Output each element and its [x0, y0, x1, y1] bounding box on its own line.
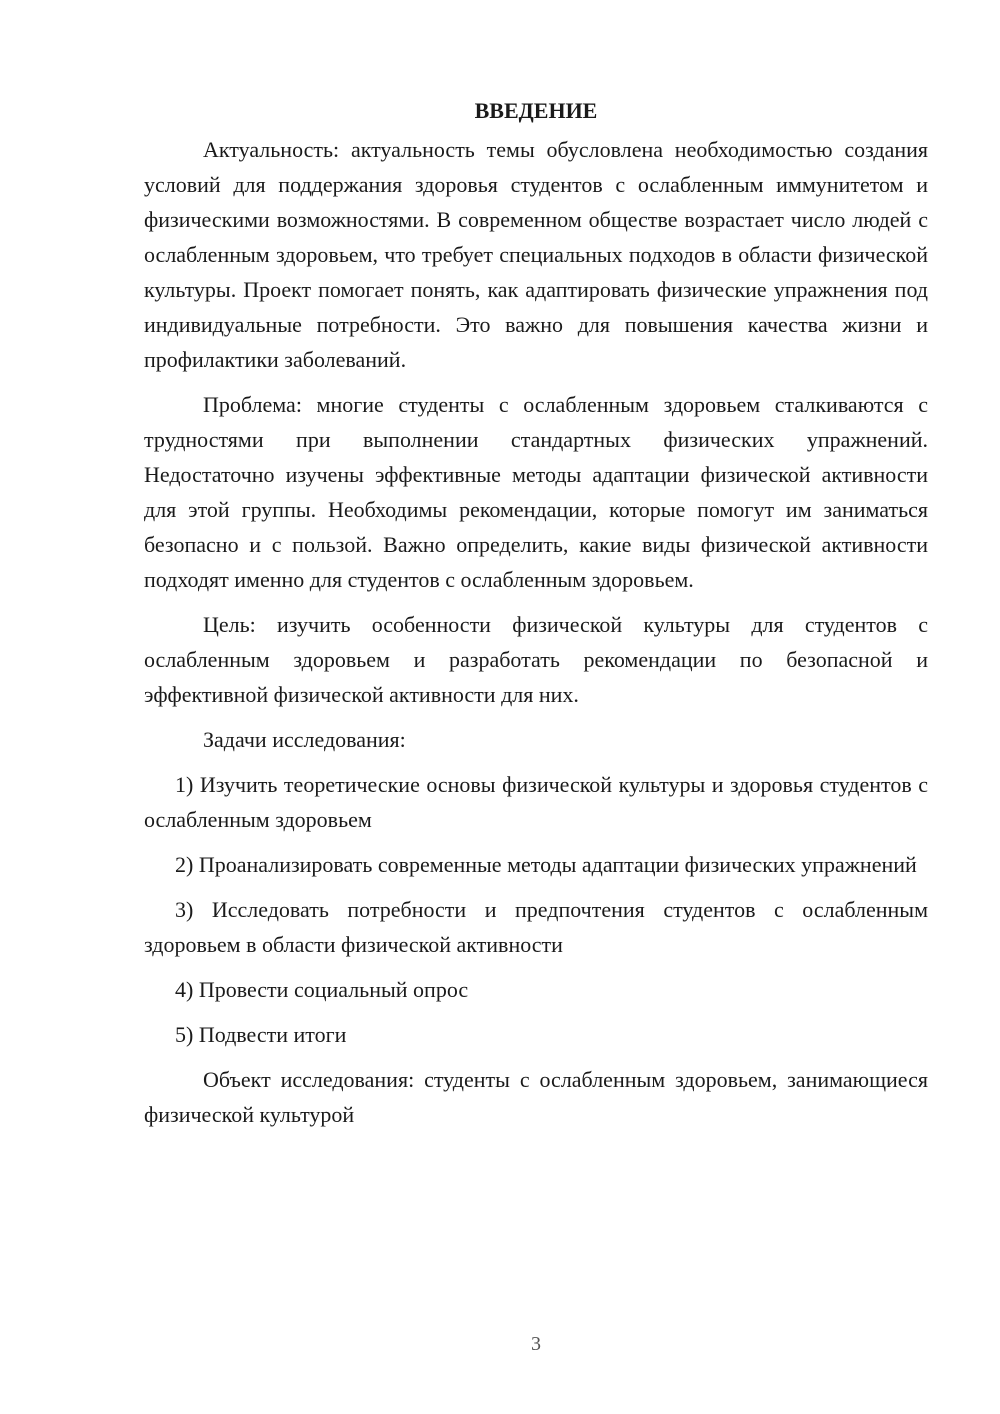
relevance-paragraph: Актуальность: актуальность темы обусловлена необходимостью создания условий для поддержания здоровья студентов с ослабленным иммунитетом и физическими возможностями. В современном обществе возрастает число людей с ослабленным здоровьем, что требует специальных подходов в области физической культуры. Проект помогает понять, как адаптировать физические упражнения под индивидуальные потребности. Это важно для повышения качества жизни и профилактики заболеваний. — [144, 137, 928, 372]
page-number: 3 — [531, 1333, 541, 1355]
task-item-4: 4) Провести социальный опрос — [175, 977, 469, 1002]
goal-paragraph: Цель: изучить особенности физической культуры для студентов с ослабленным здоровьем и разработать рекомендации по безопасной и эффективной физической активности для них. — [144, 612, 928, 707]
document-page — [144, 96, 928, 1142]
tasks-title: Задачи исследования: — [203, 727, 406, 752]
section-heading: ВВЕДЕНИЕ — [474, 98, 598, 123]
task-item-5: 5) Подвести итоги — [175, 1022, 347, 1047]
task-item-2: 2) Проанализировать современные методы адаптации физических упражнений — [175, 852, 917, 877]
task-item-3: 3) Исследовать потребности и предпочтения студентов с ослабленным здоровьем в области физической активности — [144, 897, 928, 957]
problem-paragraph: Проблема: многие студенты с ослабленным здоровьем сталкиваются с трудностями при выполнении стандартных физических упражнений. Недостаточно изучены эффективные методы адаптации физической активности для этой группы. Необходимы рекомендации, которые помогут им заниматься безопасно и с пользой. Важно определить, какие виды физической активности подходят именно для студентов с ослабленным здоровьем. — [144, 392, 928, 592]
object-paragraph: Объект исследования: студенты с ослабленным здоровьем, занимающиеся физической культурой — [144, 1067, 928, 1127]
task-item-1: 1) Изучить теоретические основы физической культуры и здоровья студентов с ослабленным здоровьем — [144, 772, 928, 832]
